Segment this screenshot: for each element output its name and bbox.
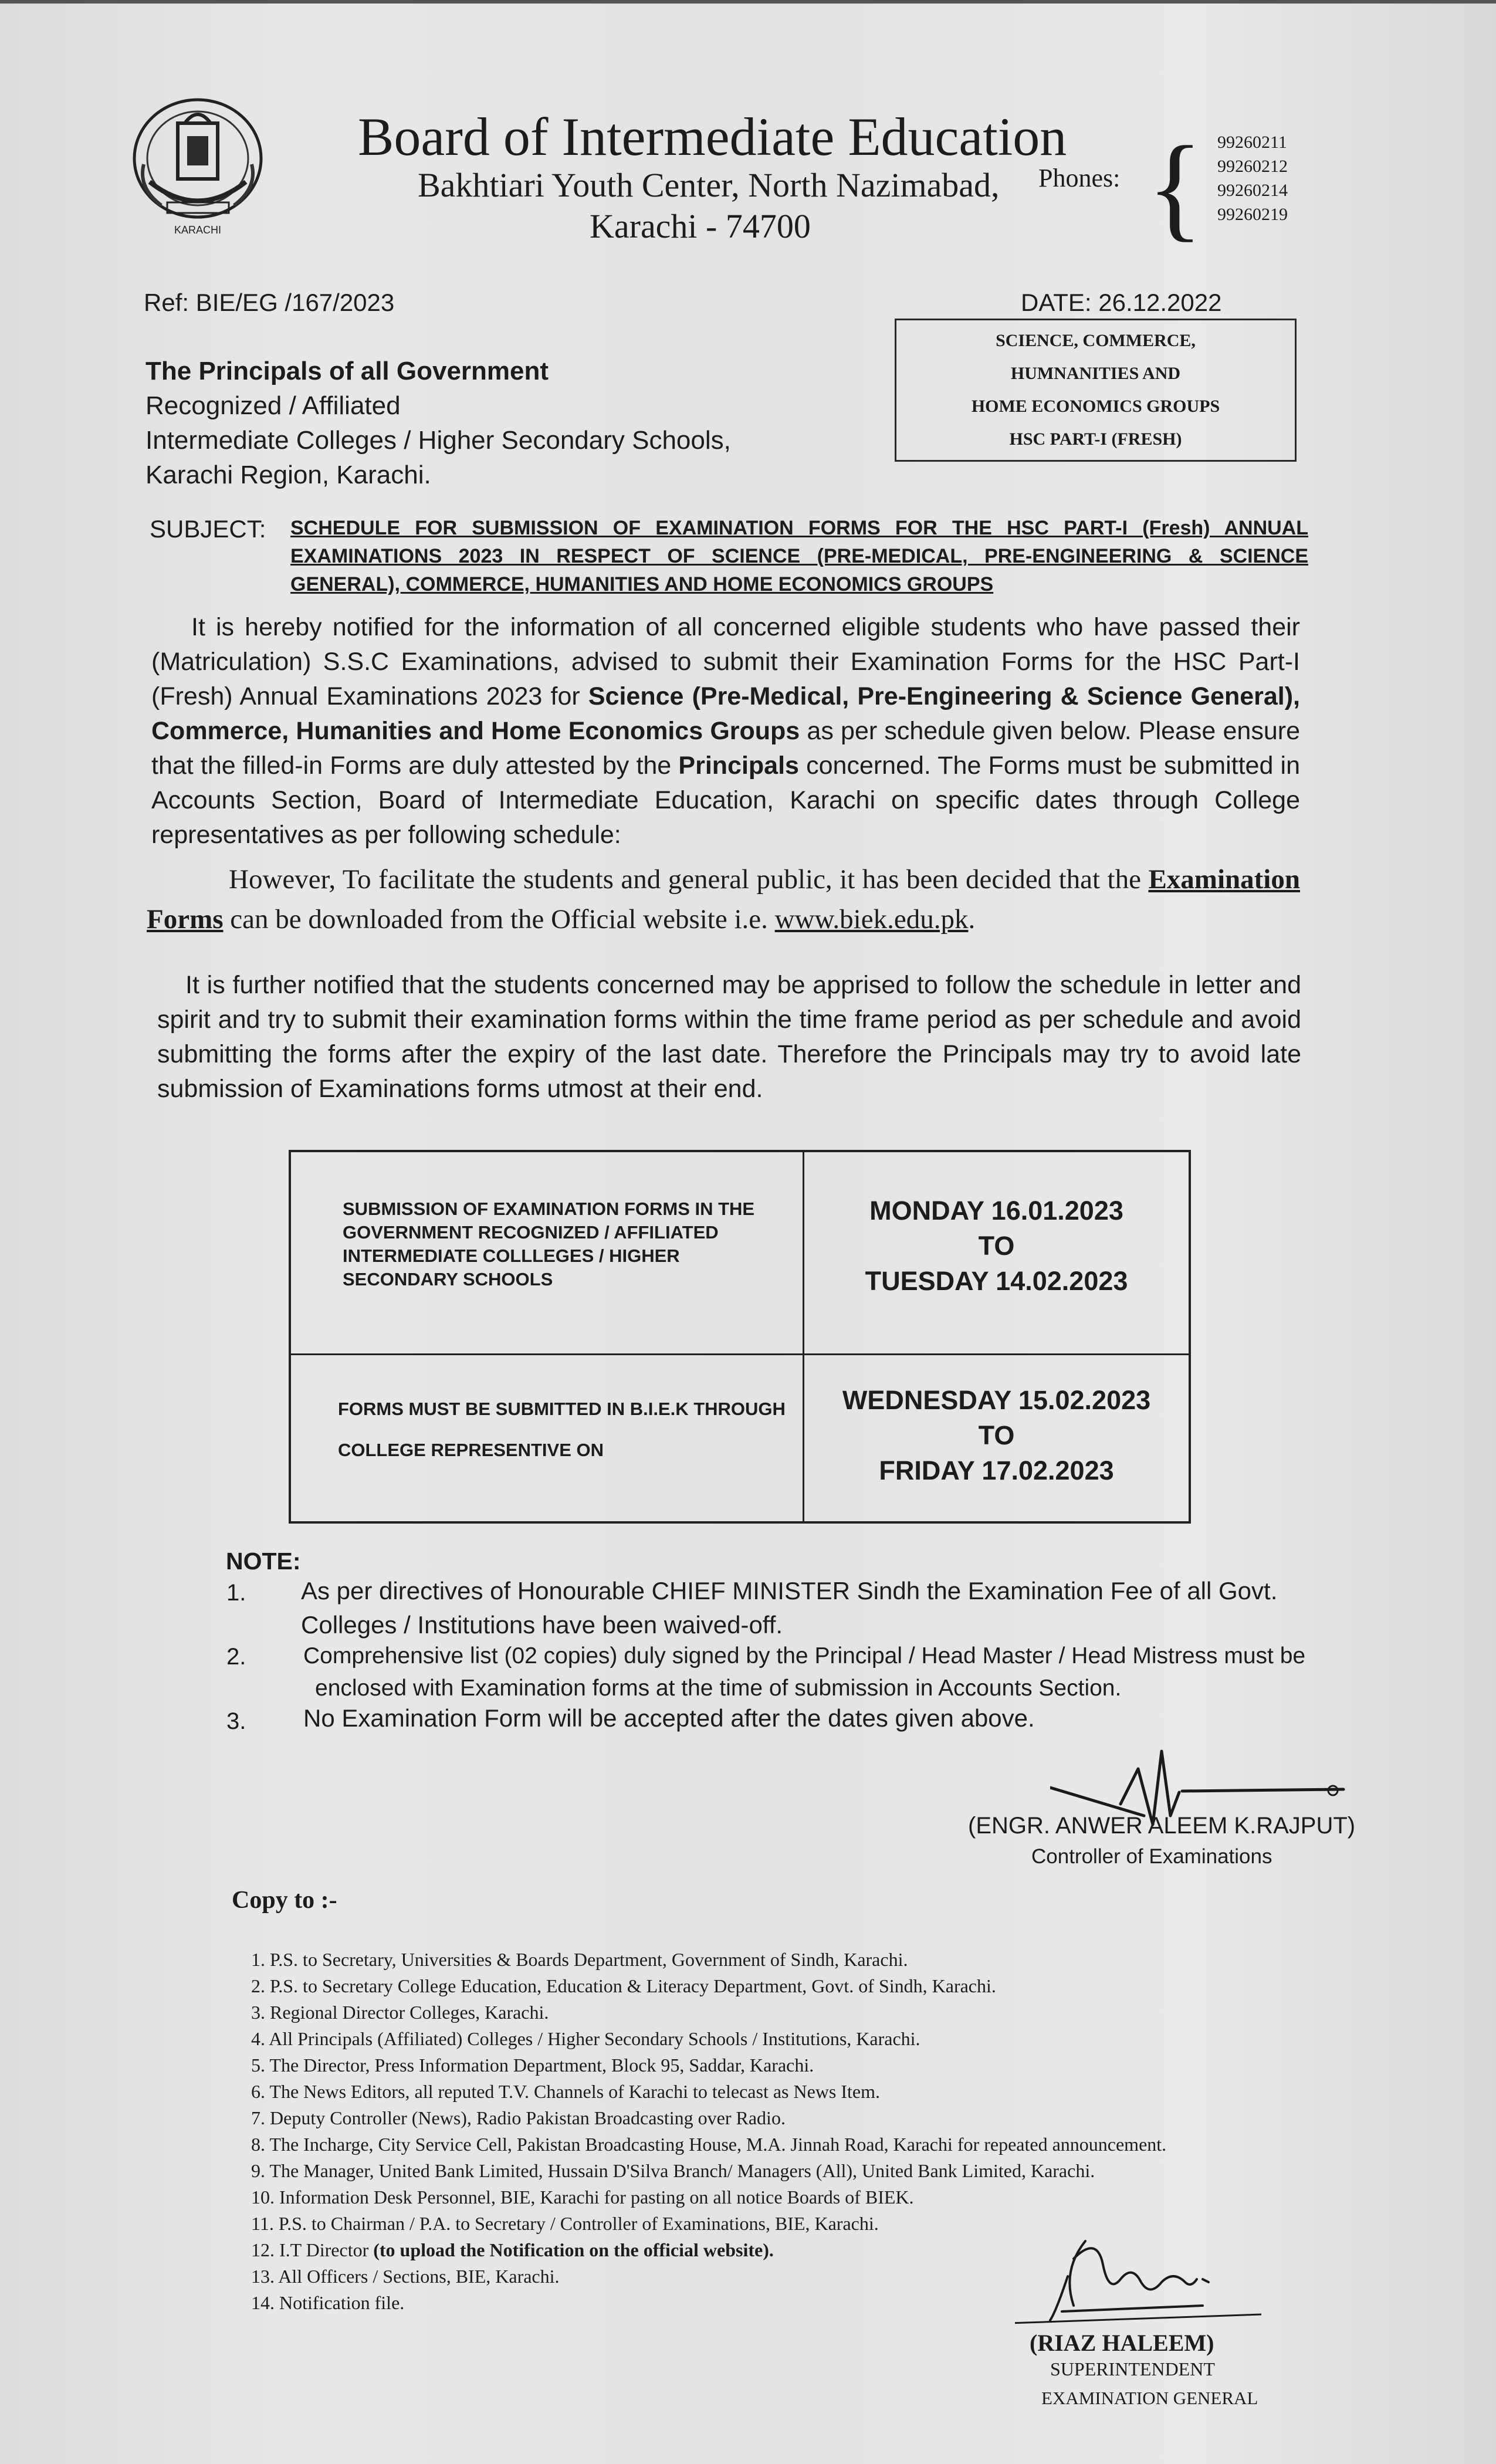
list-item-text: P.S. to Secretary, Universities & Boards Department, Government of Sindh, Karachi.	[270, 1949, 908, 1970]
schedule-dates-cell	[804, 1353, 1189, 1521]
list-item-text: Information Desk Personnel, BIE, Karachi for pasting on all notice Boards of BIEK.	[279, 2187, 914, 2208]
schedule-desc-line: GOVERNMENT RECOGNIZED / AFFILIATED	[343, 1222, 719, 1243]
superintendent-title: SUPERINTENDENT	[1050, 2358, 1215, 2380]
para-bold-principals: Principals	[678, 752, 799, 780]
website-link[interactable]: www.biek.edu.pk	[774, 904, 969, 935]
phones-label: Phones:	[1038, 164, 1121, 192]
list-item-text: I.T Director	[279, 2239, 374, 2260]
note-item	[303, 1640, 1305, 1704]
addressee-line: Karachi Region, Karachi.	[145, 461, 431, 489]
schedule-end-date: TUESDAY 14.02.2023	[865, 1266, 1128, 1296]
org-address-line2: Karachi - 74700	[590, 207, 811, 245]
schedule-table	[289, 1150, 1191, 1524]
list-item-number: 1.	[251, 1949, 265, 1970]
list-item-number: 12.	[251, 2239, 275, 2260]
note-number: 3.	[226, 1708, 246, 1734]
note-line: Comprehensive list (02 copies) duly signed by the Principal / Head Master / Head Mistress must be	[303, 1643, 1306, 1668]
schedule-to: TO	[978, 1231, 1015, 1261]
copy-to-label: Copy to :-	[232, 1887, 337, 1914]
addressee-line: Intermediate Colleges / Higher Secondary Schools,	[145, 426, 731, 455]
para-text: can be downloaded from the Official website i.e.	[223, 904, 775, 935]
list-item	[251, 2052, 1366, 2079]
list-item-bold-text: (to upload the Notification on the official website).	[373, 2239, 774, 2260]
list-item-text: The News Editors, all reputed T.V. Channels of Karachi to telecast as News Item.	[269, 2081, 881, 2102]
list-item	[251, 2079, 1366, 2105]
schedule-description-cell	[291, 1353, 804, 1521]
addressee-line: Recognized / Affiliated	[145, 391, 401, 420]
schedule-end-date: FRIDAY 17.02.2023	[879, 1456, 1114, 1485]
groups-box-line: SCIENCE, COMMERCE,	[996, 331, 1196, 350]
scan-edge	[0, 0, 1496, 4]
schedule-row	[291, 1353, 1189, 1521]
schedule-dates-cell	[804, 1152, 1189, 1353]
groups-box-line: HSC PART-I (FRESH)	[1009, 429, 1182, 449]
para-text: as per schedule given below. Please ensure that the filled-in Forms are duly attested by the	[151, 717, 1300, 780]
list-item-text: P.S. to Secretary College Education, Education & Literacy Department, Govt. of Sindh, Karachi.	[270, 1975, 996, 1996]
list-item-text: The Manager, United Bank Limited, Hussain D'Silva Branch/ Managers (All), United Bank Limited, Karachi.	[269, 2160, 1095, 2181]
phone-number: 99260214	[1217, 181, 1288, 200]
list-item-number: 11.	[251, 2213, 274, 2234]
list-item	[251, 2026, 1366, 2052]
org-name: Board of Intermediate Education	[358, 107, 1067, 167]
logo-caption: KARACHI	[174, 224, 222, 236]
note-line: enclosed with Examination forms at the time of submission in Accounts Section.	[315, 1676, 1122, 1701]
note-number: 1.	[226, 1580, 246, 1606]
list-item-number: 10.	[251, 2187, 275, 2208]
list-item	[251, 2105, 1366, 2131]
list-item-text: Regional Director Colleges, Karachi.	[270, 2002, 549, 2023]
note-item	[301, 1574, 1277, 1642]
examination-forms-emphasis: Examination Forms	[147, 864, 1300, 935]
list-item	[251, 2184, 1366, 2211]
paragraph-2	[147, 859, 1300, 939]
controller-name: (ENGR. ANWER ALEEM K.RAJPUT)	[968, 1813, 1356, 1839]
list-item-number: 5.	[251, 2055, 265, 2076]
schedule-desc-line: SECONDARY SCHOOLS	[343, 1269, 553, 1289]
paragraph-1	[151, 610, 1300, 852]
schedule-description-cell	[291, 1152, 804, 1353]
schedule-row	[291, 1152, 1189, 1355]
list-item-number: 13.	[251, 2266, 275, 2287]
list-item-text: The Incharge, City Service Cell, Pakistan Broadcasting House, M.A. Jinnah Road, Karachi for repeated announcement.	[269, 2134, 1167, 2155]
schedule-start-date: WEDNESDAY 15.02.2023	[842, 1385, 1151, 1415]
schedule-desc-line: FORMS MUST BE SUBMITTED IN B.I.E.K THROUGH	[338, 1399, 786, 1419]
list-item-number: 8.	[251, 2134, 265, 2155]
groups-box-line: HUMNANITIES AND	[1010, 364, 1181, 383]
list-item	[251, 2158, 1366, 2184]
list-item-number: 7.	[251, 2107, 265, 2128]
list-item-text: P.S. to Chairman / P.A. to Secretary / Controller of Examinations, BIE, Karachi.	[278, 2213, 879, 2234]
addressee-block	[145, 354, 731, 492]
controller-title: Controller of Examinations	[1031, 1845, 1272, 1868]
groups-box-line: HOME ECONOMICS GROUPS	[971, 397, 1220, 416]
schedule-desc-line: COLLEGE REPRESENTIVE ON	[338, 1440, 604, 1460]
phone-number: 99260212	[1217, 157, 1288, 176]
list-item	[251, 1947, 1366, 1973]
note-line: No Examination Form will be accepted after the dates given above.	[303, 1704, 1035, 1732]
paragraph-3: It is further notified that the students concerned may be apprised to follow the schedule in letter and spirit and try to submit their examination forms within the time frame period as per schedule and avoid submitting the forms after the expiry of the last date. Therefore the Principals may try to avoid late submission of Examinations forms utmost at their end.	[157, 971, 1301, 1103]
list-item-number: 9.	[251, 2160, 265, 2181]
phones-list	[1217, 130, 1288, 226]
para-text: It is hereby notified for the information of all concerned eligible students who have passed their (Matriculation) S.S.C Examinations, advised to submit their Examination Forms for the HSC Part-I (Fresh) Annual Examinations 2023 for	[151, 613, 1300, 710]
list-item-text: Deputy Controller (News), Radio Pakistan Broadcasting over Radio.	[270, 2107, 786, 2128]
note-line: Colleges / Institutions have been waived-off.	[301, 1611, 783, 1639]
letter-date: DATE: 26.12.2022	[1021, 289, 1222, 316]
list-item-number: 14.	[251, 2292, 275, 2313]
list-item	[251, 1999, 1366, 2026]
list-item	[251, 2131, 1366, 2158]
schedule-desc-line: INTERMEDIATE COLLLEGES / HIGHER	[343, 1245, 680, 1266]
para-text: concerned. The Forms must be submitted in Accounts Section, Board of Intermediate Education, Karachi on specific dates through College representatives as per following schedule:	[151, 752, 1301, 849]
note-item	[303, 1701, 1035, 1735]
list-item-number: 3.	[251, 2002, 265, 2023]
list-item-number: 4.	[251, 2028, 265, 2049]
groups-box	[895, 319, 1297, 462]
para-bold-groups: Science (Pre-Medical, Pre-Engineering & Science General), Commerce, Humanities and Home Economics Groups	[151, 682, 1300, 745]
phone-number: 99260219	[1217, 205, 1288, 224]
list-item-text: All Officers / Sections, BIE, Karachi.	[278, 2266, 560, 2287]
list-item-number: 2.	[251, 1975, 265, 1996]
list-item-text: All Principals (Affiliated) Colleges / Higher Secondary Schools / Institutions, Karachi.	[269, 2028, 920, 2049]
para-text: .	[968, 904, 976, 935]
list-item	[251, 1973, 1366, 1999]
board-logo	[126, 94, 270, 241]
phone-number: 99260211	[1217, 133, 1287, 152]
schedule-start-date: MONDAY 16.01.2023	[869, 1196, 1123, 1226]
list-item-text: Notification file.	[279, 2292, 405, 2313]
note-number: 2.	[226, 1644, 246, 1670]
list-item-text: The Director, Press Information Department, Block 95, Saddar, Karachi.	[269, 2055, 814, 2076]
note-line: As per directives of Honourable CHIEF MINISTER Sindh the Examination Fee of all Govt.	[301, 1577, 1278, 1605]
org-address-line1: Bakhtiari Youth Center, North Nazimabad,	[418, 166, 1000, 204]
subject-label: SUBJECT:	[150, 515, 266, 543]
schedule-desc-line: SUBMISSION OF EXAMINATION FORMS IN THE	[343, 1199, 755, 1219]
superintendent-signature	[1015, 2223, 1273, 2329]
subject-text: SCHEDULE FOR SUBMISSION OF EXAMINATION FORMS FOR THE HSC PART-I (Fresh) ANNUAL EXAMINATIONS 2023 IN RESPECT OF SCIENCE (PRE-MEDICAL, PRE-ENGINEERING & SCIENCE GENERAL), COMMERCE, HUMANITIES AND HOME ECONOMICS GROUPS	[290, 517, 1308, 595]
addressee-line: The Principals of all Government	[145, 357, 549, 385]
phones-brace: {	[1147, 123, 1203, 252]
superintendent-name: (RIAZ HALEEM)	[1030, 2330, 1214, 2356]
para-text: However, To facilitate the students and general public, it has been decided that the	[229, 864, 1149, 895]
list-item-number: 6.	[251, 2081, 265, 2102]
note-label: NOTE:	[226, 1548, 301, 1575]
reference-number: Ref: BIE/EG /167/2023	[144, 289, 395, 316]
superintendent-department: EXAMINATION GENERAL	[1041, 2388, 1258, 2408]
schedule-to: TO	[978, 1420, 1015, 1450]
